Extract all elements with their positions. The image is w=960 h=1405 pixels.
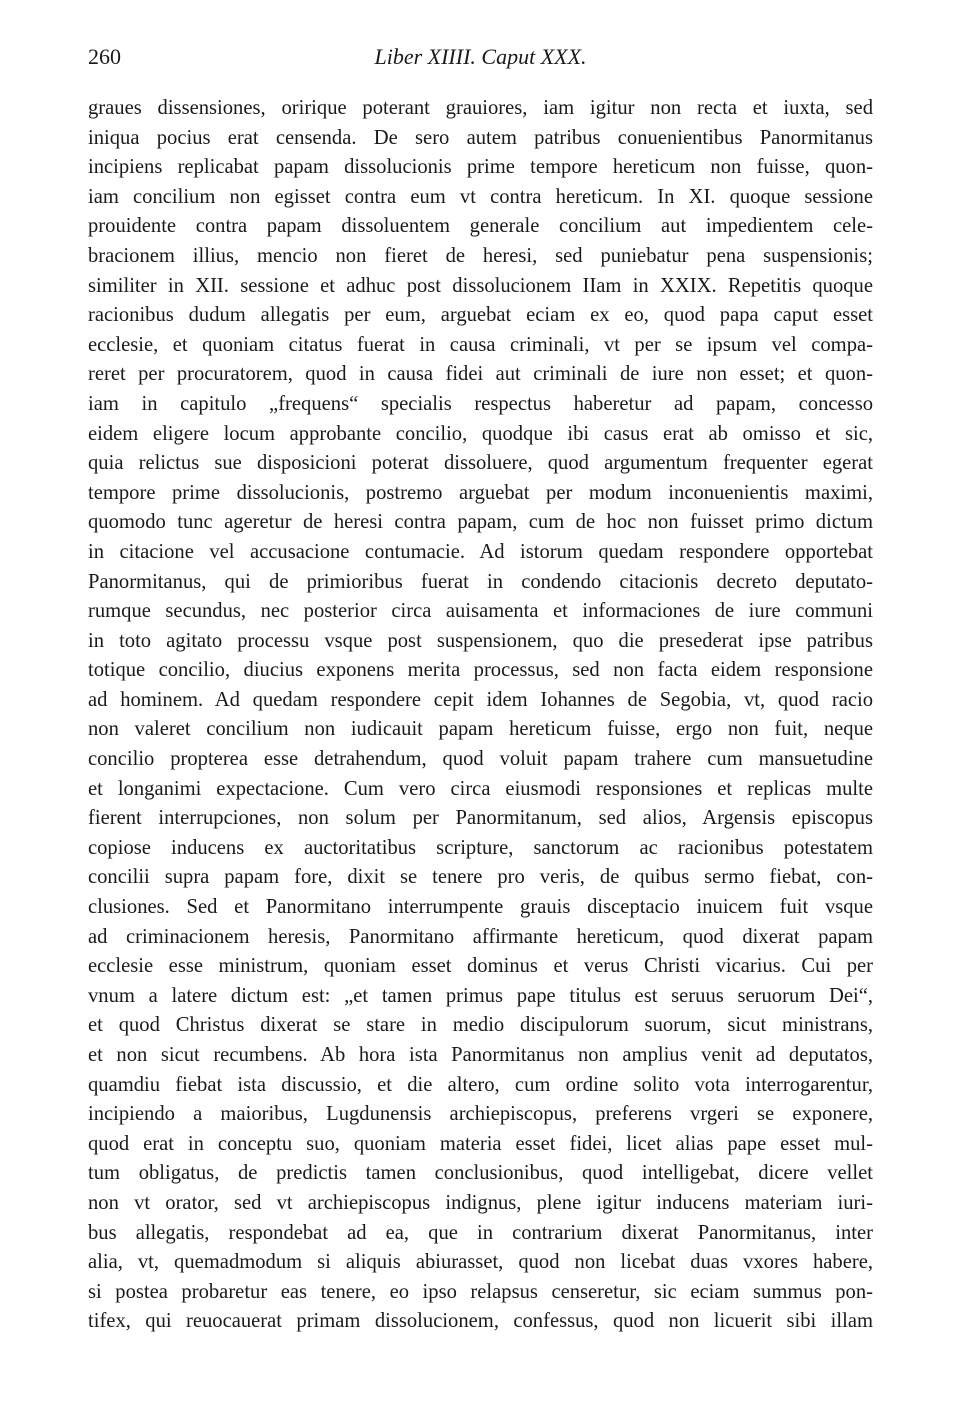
text-line: vnum a latere dictum est: „et tamen primus pape titulus est seruus seruorum Dei“,: [88, 984, 873, 1007]
text-line: iam concilium non egisset contra eum vt contra hereticum. In XI. quoque sessione: [88, 185, 873, 208]
running-title: Liber XIIII. Caput XXX.: [374, 44, 587, 69]
text-line: racionibus dudum allegatis per eum, arguebat eciam ex eo, quod papa caput esset: [88, 304, 873, 327]
text-line: et longanimi expectacione. Cum vero circa eiusmodi responsiones et replicas multe: [88, 777, 873, 800]
text-line: non valeret concilium non iudicauit papam hereticum fuisse, ergo non fuit, neque: [88, 718, 873, 741]
text-line: totique concilio, diucius exponens merita processus, sed non facta eidem responsione: [88, 659, 873, 682]
text-line: eidem eligere locum approbante concilio, quodque ibi casus erat ab omisso et sic,: [88, 422, 873, 445]
text-line: copiose inducens ex auctoritatibus scripture, sanctorum ac racionibus potestatem: [88, 836, 873, 859]
text-line: quamdiu fiebat ista discussio, et die altero, cum ordine solito vota interrogarentur,: [88, 1073, 873, 1096]
running-head: [88, 44, 873, 78]
text-line: tifex, qui reuocauerat primam dissolucionem, confessus, quod non licuerit sibi illam: [88, 1310, 873, 1333]
body-text: [88, 94, 873, 1337]
text-line: ad hominem. Ad quedam respondere cepit idem Iohannes de Segobia, vt, quod racio: [88, 688, 873, 711]
text-line: prouidente contra papam dissoluentem generale concilium aut impedientem cele-: [88, 215, 873, 238]
text-line: et non sicut recumbens. Ab hora ista Panormitanus non amplius venit ad deputatos,: [88, 1044, 873, 1066]
text-line: bracionem illius, mencio non fieret de heresi, sed puniebatur pena suspensionis;: [88, 244, 873, 267]
text-line: alia, vt, quemadmodum si aliquis abiurasset, quod non licebat duas vxores habere,: [88, 1251, 873, 1274]
text-line: quia relictus sue disposicioni poterat dissoluere, quod argumentum frequenter egerat: [88, 452, 873, 475]
text-line: reret per procuratorem, quod in causa fidei aut criminali de iure non esset; et quon-: [88, 363, 873, 386]
text-line: in citacione vel accusacione contumacie. Ad istorum quedam respondere opportebat: [88, 540, 873, 563]
text-line: tempore prime dissolucionis, postremo arguebat per modum inconuenientis maximi,: [88, 481, 873, 504]
book-page: [88, 44, 873, 1337]
text-line: et quod Christus dixerat se stare in medio discipulorum suorum, sicut ministrans,: [88, 1014, 873, 1037]
text-line: concilio propterea esse detrahendum, quod voluit papam trahere cum mansuetudine: [88, 748, 873, 771]
text-line: tum obligatus, de predictis tamen conclusionibus, quod intelligebat, dicere vellet: [88, 1162, 873, 1185]
text-line: fierent interrupciones, non solum per Panormitanum, sed alios, Argensis episcopus: [88, 807, 873, 830]
text-line: similiter in XII. sessione et adhuc post dissolucionem IIam in XXIX. Repetitis quoque: [88, 274, 873, 297]
text-line: ecclesie esse ministrum, quoniam esset dominus et verus Christi vicarius. Cui per: [88, 955, 873, 978]
text-line: rumque secundus, nec posterior circa auisamenta et informaciones de iure communi: [88, 600, 873, 623]
text-line: ecclesie, et quoniam citatus fuerat in causa criminali, vt per se ipsum vel compa-: [88, 333, 873, 356]
text-line: graues dissensiones, oririque poterant grauiores, iam igitur non recta et iuxta, sed: [88, 97, 873, 119]
text-line: in toto agitato processu vsque post suspensionem, quo die presederat ipse patribus: [88, 629, 873, 652]
text-line: iniqua pocius erat censenda. De sero autem patribus conuenientibus Panormitanus: [88, 126, 873, 149]
text-line: quod erat in conceptu suo, quoniam materia esset fidei, licet alias pape esset mul-: [88, 1132, 873, 1155]
text-line: ad criminacionem heresis, Panormitano affirmante hereticum, quod dixerat papam: [88, 925, 873, 948]
text-line: non vt orator, sed vt archiepiscopus indignus, plene igitur inducens materiam iuri-: [88, 1191, 873, 1214]
text-line: iam in capitulo „frequens“ specialis respectus haberetur ad papam, concesso: [88, 392, 873, 415]
text-line: quomodo tunc ageretur de heresi contra papam, cum de hoc non fuisset primo dictum: [88, 511, 873, 534]
text-line: incipiendo a maioribus, Lugdunensis archiepiscopus, preferens vrgeri se exponere,: [88, 1103, 873, 1126]
text-line: clusiones. Sed et Panormitano interrumpente grauis disceptacio inuicem fuit vsque: [88, 896, 873, 919]
text-line: si postea probaretur eas tenere, eo ipso relapsus censeretur, sic eciam summus pon-: [88, 1280, 873, 1303]
text-line: concilii supra papam fore, dixit se tenere pro veris, de quibus sermo fiebat, con-: [88, 866, 873, 889]
page-number: 260: [88, 44, 121, 69]
text-line: bus allegatis, respondebat ad ea, que in contrarium dixerat Panormitanus, inter: [88, 1221, 873, 1244]
text-line: Panormitanus, qui de primioribus fuerat in condendo citacionis decreto deputato-: [88, 570, 873, 593]
text-line: incipiens replicabat papam dissolucionis prime tempore hereticum non fuisse, quon-: [88, 156, 873, 179]
